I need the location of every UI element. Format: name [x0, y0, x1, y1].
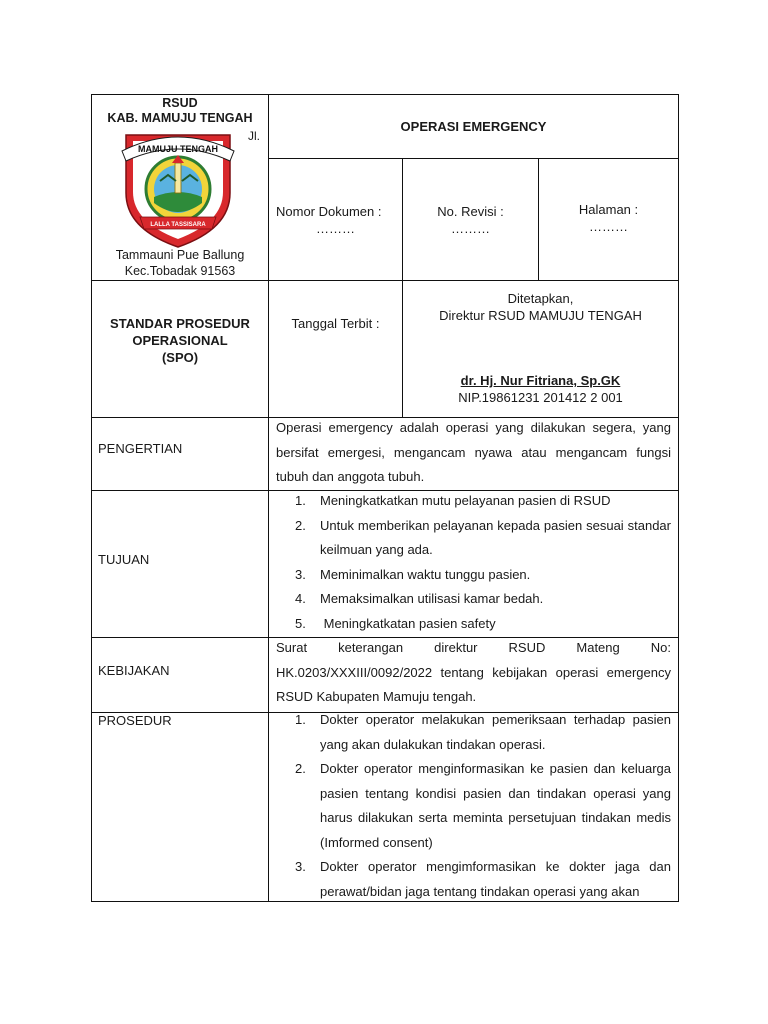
item-text: Dokter operator menginformasikan ke pasien dan keluarga pasien tentang kondisi pasien dan tindakan operasi yang harus dilakukan serta meminta persetujuan tindakan medis (Imformed consent) [320, 761, 671, 850]
pengertian-label: PENGERTIAN [98, 441, 183, 456]
signer-name: dr. Hj. Nur Fitriana, Sp.GK [460, 373, 621, 388]
item-text: Dokter operator melakukan pemeriksaan terhadap pasien yang akan dulakukan tindakan operasi. [320, 712, 671, 752]
address-line2: Kec.Tobadak 91563 [124, 264, 236, 278]
emblem-ribbon-text: LALLA TASSISARA [150, 222, 206, 228]
address-line1: Tammauni Pue Ballung [115, 248, 245, 262]
item-text: Meminimalkan waktu tunggu pasien. [320, 566, 531, 582]
nomor-dokumen-cell [268, 158, 403, 281]
halaman-cell [538, 158, 679, 281]
pengertian-label-cell [91, 417, 269, 491]
list-item [276, 489, 671, 514]
no-revisi-value: ……… [451, 221, 490, 236]
halaman-value: ……… [589, 219, 628, 234]
item-number: 3. [295, 859, 306, 874]
spo-title-cell [91, 280, 269, 418]
item-text: Untuk memberikan pelayanan kepada pasien sesuai standar keilmuan yang ada. [320, 517, 671, 557]
tanggal-terbit-cell [268, 280, 403, 418]
spo-document [91, 94, 679, 902]
prosedur-content-cell [268, 712, 679, 902]
prosedur-list [276, 712, 671, 902]
doc-title-cell [268, 94, 679, 159]
item-number: 1. [295, 493, 306, 508]
list-item [276, 757, 671, 855]
item-number: 2. [295, 761, 306, 776]
list-item [276, 563, 671, 588]
spo-title-line1: STANDAR PROSEDUR [110, 316, 250, 331]
item-text: Dokter operator mengimformasikan ke dokter jaga dan perawat/bidan jaga tentang tindakan operasi yang akan [320, 859, 671, 899]
item-text: Memaksimalkan utilisasi kamar bedah. [320, 591, 544, 606]
signer-nip: NIP.19861231 201412 2 001 [458, 390, 623, 405]
list-item [276, 514, 671, 563]
item-number: 3. [295, 566, 306, 582]
tujuan-content-cell [268, 490, 679, 638]
no-revisi-label: No. Revisi : [437, 204, 504, 219]
item-number: 4. [295, 591, 306, 606]
approval-cell [402, 280, 679, 418]
spo-title-line2: OPERASIONAL [132, 333, 228, 348]
item-number: 5. [295, 615, 306, 631]
prosedur-label: PROSEDUR [98, 713, 172, 728]
kebijakan-content-cell [268, 637, 679, 713]
nomor-dokumen-label: Nomor Dokumen : [276, 204, 382, 219]
tujuan-list [276, 489, 671, 636]
emblem-top-text: MAMUJU TENGAH [138, 144, 218, 154]
street-prefix: Jl. [248, 129, 260, 143]
spo-title-line3: (SPO) [161, 350, 199, 365]
tujuan-label-cell [91, 490, 269, 638]
institution-cell [91, 94, 269, 281]
halaman-label: Halaman : [578, 202, 639, 217]
list-item [276, 612, 671, 637]
list-item [276, 712, 671, 757]
ditetapkan-label: Ditetapkan, [507, 291, 574, 306]
item-number: 1. [295, 712, 306, 727]
direktur-title: Direktur RSUD MAMUJU TENGAH [439, 308, 642, 323]
pengertian-text: Operasi emergency adalah operasi yang dilakukan segera, yang bersifat emergesi, mengancam nyawa atau mengancam fungsi tubuh dan anggota tubuh. [276, 420, 671, 484]
list-item [276, 855, 671, 902]
item-text: Meningkatkatan pasien safety [320, 615, 496, 631]
tanggal-terbit-label: Tanggal Terbit : [291, 316, 380, 331]
org-name-line2: KAB. MAMUJU TENGAH [107, 111, 253, 125]
regency-emblem-logo [120, 129, 236, 249]
kebijakan-label: KEBIJAKAN [98, 663, 170, 678]
doc-title: OPERASI EMERGENCY [400, 119, 547, 134]
org-name-line1: RSUD [162, 96, 198, 110]
pengertian-content-cell [268, 417, 679, 491]
item-number: 2. [295, 517, 306, 533]
prosedur-label-cell [91, 712, 269, 902]
nomor-dokumen-value: ……… [316, 221, 355, 236]
no-revisi-cell [402, 158, 539, 281]
item-text: Meningkatkatkan mutu pelayanan pasien di RSUD [320, 493, 611, 508]
kebijakan-text: Surat keterangan direktur RSUD Mateng No: HK.0203/XXXIII/0092/2022 tentang kebijakan operasi emergency RSUD Kabupaten Mamuju tengah. [276, 640, 671, 704]
tujuan-label: TUJUAN [98, 552, 150, 567]
kebijakan-label-cell [91, 637, 269, 713]
list-item [276, 587, 671, 612]
